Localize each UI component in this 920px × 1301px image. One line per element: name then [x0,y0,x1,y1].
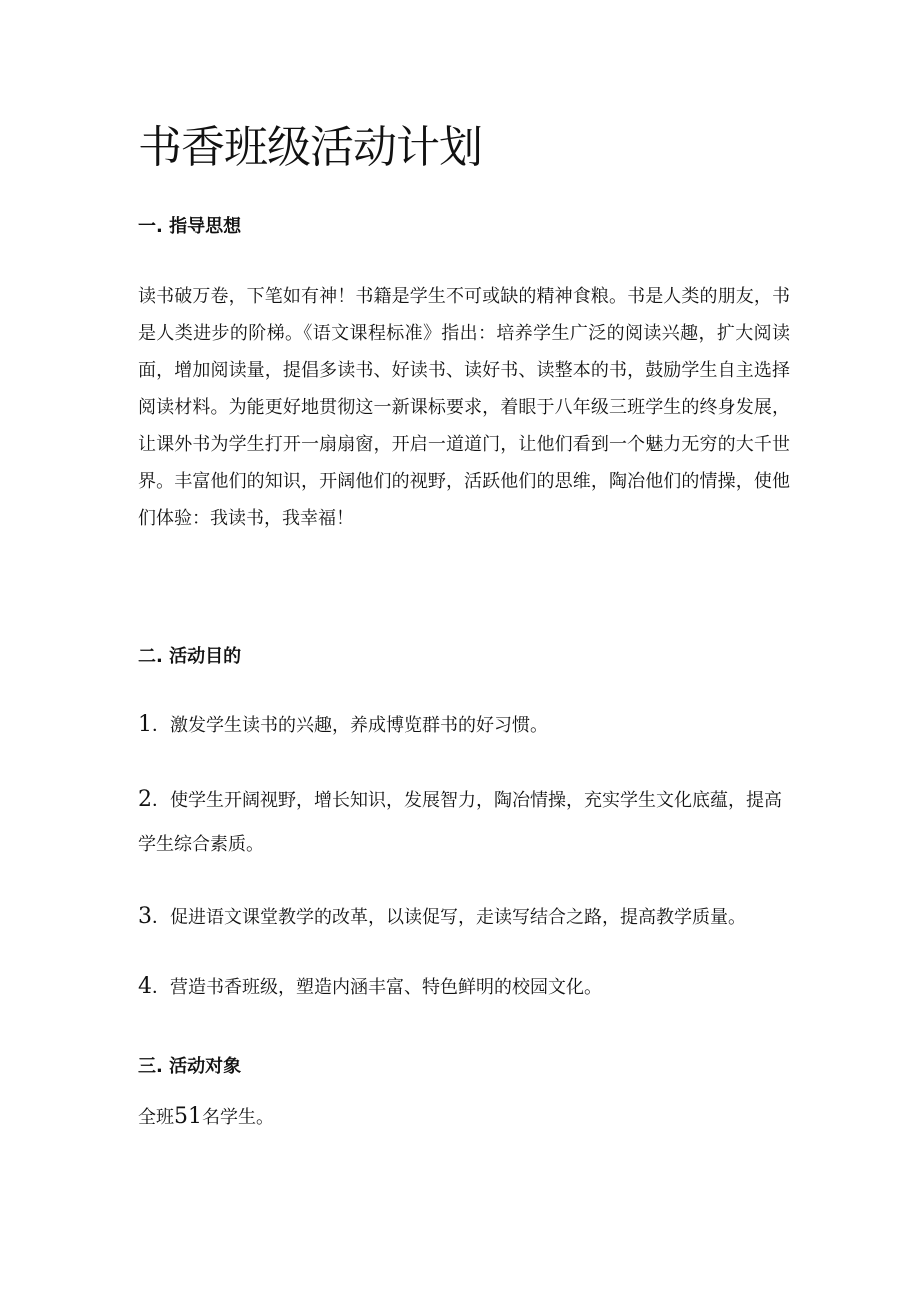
list-item-number: 2 [138,787,152,812]
list-item-number: 3 [138,904,152,929]
section-heading-guiding-thought: 一. 指导思想 [138,216,242,237]
section-heading-activity-target: 三. 活动对象 [138,1056,242,1077]
list-item-text: ．使学生开阔视野，增长知识，发展智力，陶冶情操，充实学生文化底蕴，提高学生综合素质。 [138,790,782,855]
list-item-text: ．营造书香班级，塑造内涵丰富、特色鲜明的校园文化。 [152,977,602,998]
list-item-number: 4 [138,974,152,999]
document-title: 书香班级活动计划 [138,122,482,173]
student-count: 51 [174,1104,202,1129]
target-suffix: 名学生。 [202,1107,274,1128]
section-body-guiding-thought: 读书破万卷，下笔如有神！书籍是学生不可或缺的精神食粮。书是人类的朋友，书是人类进步的阶梯。《语文课程标准》指出：培养学生广泛的阅读兴趣，扩大阅读面，增加阅读量，提倡多读书、好读书、读好书、读整本的书，鼓励学生自主选择阅读材料。为能更好地贯彻这一新课标要求，着眼于八年级三班学生的终身发展，让课外书为学生打开一扇扇窗，开启一道道门，让他们看到一个魅力无穷的大千世界。丰富他们的知识，开阔他们的视野，活跃他们的思维，陶冶他们的情操，使他们体验：我读书，我幸福！ [138,286,790,529]
section-body-activity-target [138,1102,274,1133]
target-prefix: 全班 [138,1107,174,1128]
list-item-text: ．促进语文课堂教学的改革，以读促写，走读写结合之路，提高教学质量。 [152,907,746,928]
list-item [138,892,790,943]
list-item-text: ．激发学生读书的兴趣，养成博览群书的好习惯。 [152,715,548,736]
list-item [138,962,790,1013]
list-item [138,700,790,751]
list-item-number: 1 [138,712,152,737]
section-heading-activity-purpose: 二. 活动目的 [138,646,242,667]
list-item [138,778,790,867]
